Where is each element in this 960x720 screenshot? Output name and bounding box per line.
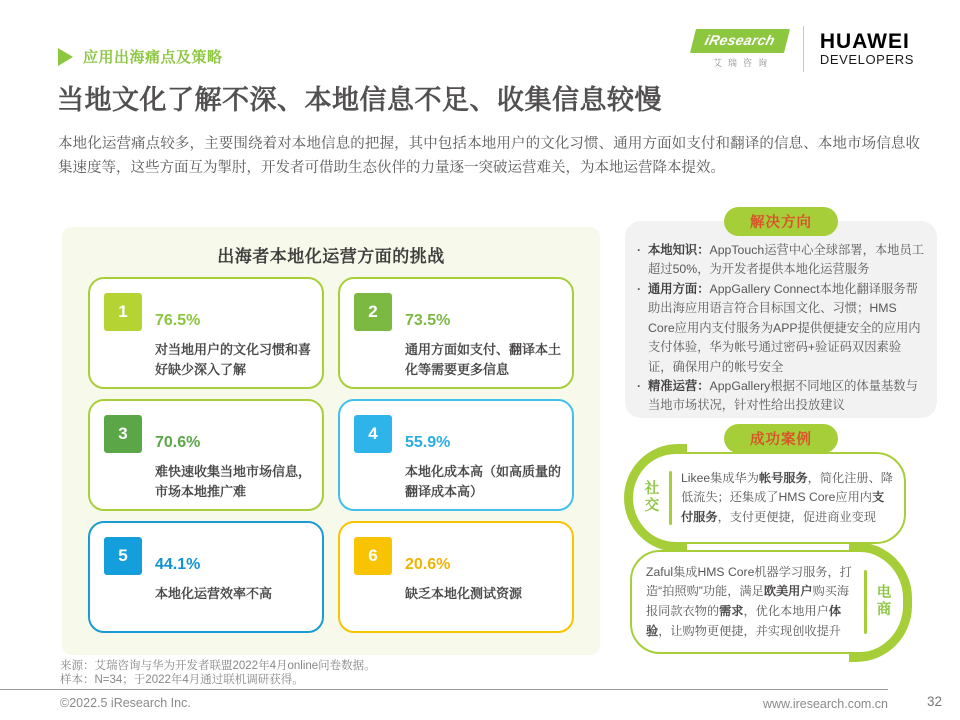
- cases-tag: 成功案例: [724, 424, 838, 453]
- challenge-number-badge: 1: [104, 293, 142, 331]
- solutions-tag-wrap: [625, 207, 937, 236]
- case-text: Likee集成华为帐号服务，简化注册、降低流失；还集成了HMS Core应用内支付服务，支付更便捷，促进商业变现: [681, 470, 893, 524]
- cases-tag-wrap: [625, 424, 937, 453]
- solutions-list: [635, 241, 925, 416]
- solution-label: 精准运营：: [648, 378, 710, 393]
- huawei-logo-line1: HUAWEI: [819, 29, 910, 53]
- intro-paragraph: 本地化运营痛点较多，主要围绕着对本地信息的把握，其中包括本地用户的文化习惯、通用方面如支付和翻译的信息、本地市场信息收集速度等，这些方面互为掣肘，开发者可借助生态伙伴的力量逐一突破运营难关，为本地运营降本提效。: [58, 136, 920, 177]
- case-divider-bar: [864, 570, 867, 634]
- challenge-number-badge: 4: [354, 415, 392, 453]
- challenges-panel: [62, 227, 600, 655]
- iresearch-logo: [693, 29, 787, 69]
- solutions-tag: 解决方向: [724, 207, 838, 236]
- case-category-label: 电商: [876, 584, 892, 618]
- case-divider-bar: [669, 471, 672, 525]
- case-card-social: [630, 452, 906, 544]
- solution-label: 通用方面：: [648, 281, 710, 296]
- page-title: 当地文化了解不深、本地信息不足、收集信息较慢: [57, 85, 662, 115]
- case-card-ecommerce: [630, 550, 906, 654]
- huawei-developers-logo: [820, 31, 914, 68]
- solution-item: [635, 377, 925, 416]
- challenge-desc: 通用方面如支付、翻译本土化等需要更多信息: [405, 342, 562, 377]
- challenge-number-badge: 2: [354, 293, 392, 331]
- challenge-card-3: [88, 399, 324, 511]
- solution-text: AppGallery Connect本地化翻译服务帮助出海应用语言符合目标国文化、习惯；HMS Core应用内支付服务为APP提供便捷安全的应用内支付体验，华为帐号通过密码+验证码双因素验证，确保用户的帐号安全: [648, 281, 921, 374]
- solution-item: [635, 280, 925, 377]
- challenge-percent: 44.1%: [155, 556, 201, 573]
- challenge-percent: 76.5%: [155, 312, 201, 329]
- challenge-card-1: [88, 277, 324, 389]
- challenge-card-6: [338, 521, 574, 633]
- sample-note: 样本：N=34；于2022年4月通过联机调研获得。: [60, 674, 304, 686]
- huawei-logo-line2: DEVELOPERS: [819, 52, 914, 68]
- challenges-panel-title: 出海者本地化运营方面的挑战: [217, 247, 445, 266]
- challenge-card-2: [338, 277, 574, 389]
- challenge-desc: 本地化运营效率不高: [155, 586, 273, 601]
- iresearch-logo-subtitle: 艾瑞咨询: [713, 58, 774, 68]
- challenge-number-badge: 5: [104, 537, 142, 575]
- solution-text: AppTouch运营中心全球部署，本地员工超过50%，为开发者提供本地化运营服务: [648, 243, 925, 277]
- challenge-number-badge: 3: [104, 415, 142, 453]
- footer-divider-line: [0, 689, 888, 690]
- challenge-cards-grid: [62, 267, 600, 633]
- challenge-percent: 70.6%: [155, 434, 201, 451]
- challenge-card-5: [88, 521, 324, 633]
- solution-item: [635, 241, 925, 280]
- section-label: 应用出海痛点及策略: [83, 49, 223, 66]
- challenge-percent: 73.5%: [405, 312, 451, 329]
- copyright-text: ©2022.5 iResearch Inc.: [60, 696, 191, 710]
- challenge-desc: 本地化成本高（如高质量的翻译成本高）: [405, 464, 562, 499]
- case-category-label: 社交: [644, 480, 660, 514]
- triangle-bullet-icon: [58, 48, 73, 66]
- page-number: 32: [926, 694, 942, 709]
- challenge-percent: 20.6%: [405, 556, 451, 573]
- iresearch-logo-text: iResearch: [703, 32, 778, 48]
- challenge-desc: 缺乏本地化测试资源: [405, 586, 523, 601]
- case-text: Zaful集成HMS Core机器学习服务，打造“拍照购”功能，满足欧美用户购买海报同款衣物的需求，优化本地用户体验，让购物更便捷，并实现创收提升: [646, 564, 852, 638]
- challenge-desc: 对当地用户的文化习惯和喜好缺少深入了解: [155, 342, 312, 377]
- iresearch-logo-band: [690, 29, 790, 53]
- challenge-desc: 难快速收集当地市场信息，市场本地推广难: [155, 464, 312, 499]
- logo-area: [693, 26, 914, 72]
- section-header: [58, 46, 223, 67]
- challenge-card-4: [338, 399, 574, 511]
- solution-text: AppGallery根据不同地区的体量基数与当地市场状况，针对性给出投放建议: [648, 378, 918, 413]
- challenge-number-badge: 6: [354, 537, 392, 575]
- website-text: www.iresearch.com.cn: [762, 697, 888, 711]
- logo-divider: [803, 26, 804, 72]
- challenge-percent: 55.9%: [405, 434, 451, 451]
- solution-label: 本地知识：: [648, 243, 710, 257]
- solutions-panel: [625, 221, 937, 418]
- source-note: 来源：艾瑞咨询与华为开发者联盟2022年4月online问卷数据。: [60, 660, 376, 672]
